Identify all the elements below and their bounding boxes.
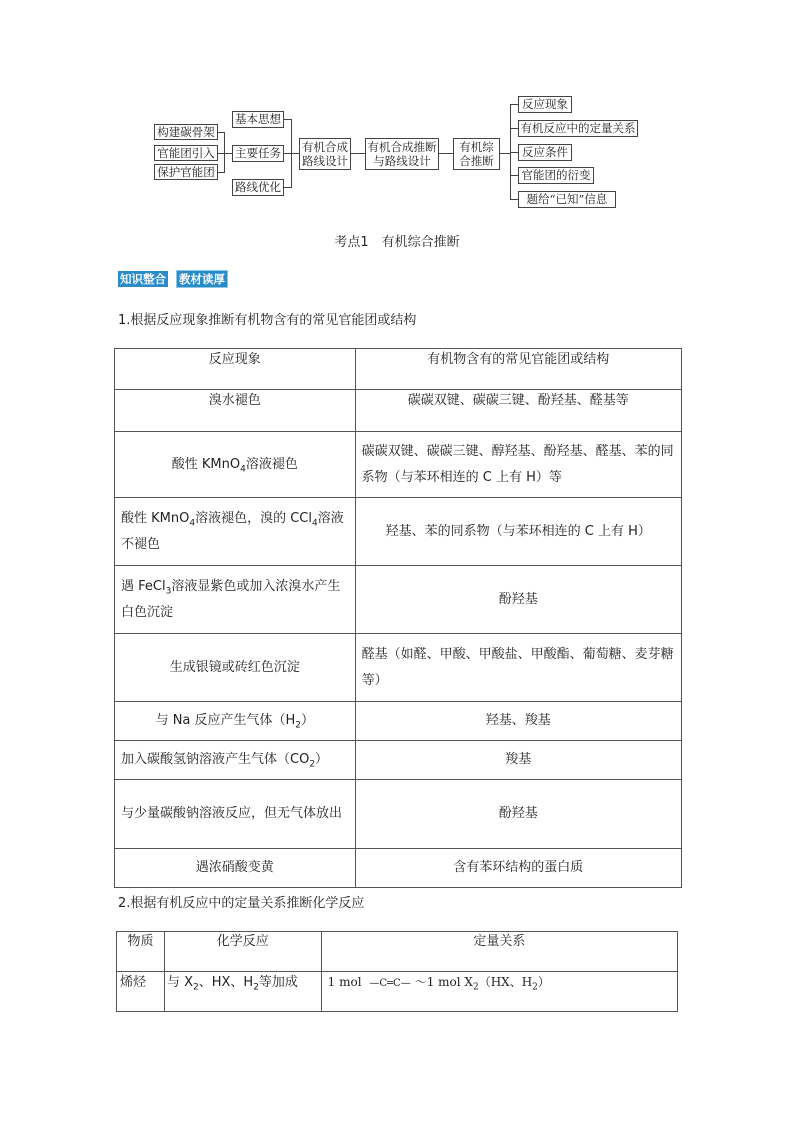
mm-mid-item: 路线优化 <box>232 179 284 196</box>
table-row <box>115 432 682 498</box>
connector <box>224 153 232 154</box>
table-row <box>115 741 682 780</box>
table-row <box>115 566 682 634</box>
group-cell: 羟基、羧基 <box>355 702 681 741</box>
section-title: 考点1 有机综合推断 <box>334 235 460 250</box>
group-cell: 酚羟基 <box>355 566 681 634</box>
phenomena-table <box>114 348 682 888</box>
mm-right-item: 反应现象 <box>518 96 572 113</box>
table-row <box>117 972 678 1012</box>
connector <box>351 153 365 154</box>
double-bond-structure: —C═C— <box>369 978 411 989</box>
quantity-cell: 1 mol —C═C— ～1 mol $X_2(HX$、$H_2$） <box>321 972 677 1012</box>
quantitative-table <box>116 931 678 1012</box>
phenomenon-cell: 生成银镜或砖红色沉淀 <box>115 634 356 702</box>
connector <box>510 128 518 129</box>
group-cell: 碳碳双键、碳碳三键、醇羟基、酚羟基、醛基、苯的同系物（与苯环相连的 C 上有 H）等 <box>355 432 681 498</box>
header-cell: 物质 <box>117 932 165 972</box>
mm-left-item: 构建碳骨架 <box>154 124 218 140</box>
connector <box>510 175 518 176</box>
phenomenon-cell: 遇 FeCl$_3$溶液显紫色或加入浓溴水产生白色沉淀 <box>115 566 356 634</box>
phenomenon-cell: 加入碳酸氢钠溶液产生气体$(CO_2)$ <box>115 741 356 780</box>
group-cell: 羟基、苯的同系物（与苯环相连的 C 上有 H） <box>355 498 681 566</box>
mm-left-item: 保护官能团 <box>154 164 218 180</box>
mm-right-item: 官能团的衍变 <box>518 167 594 184</box>
group-cell: 酚羟基 <box>355 780 681 849</box>
reaction-cell: 与 $X_2$、HX、$H_2$等加成 <box>164 972 321 1012</box>
phenomenon-cell: 与 Na 反应产生气体$(H_2)$ <box>115 702 356 741</box>
mm-right-item: 反应条件 <box>518 144 572 161</box>
group-cell: 醛基（如醛、甲酸、甲酸盐、甲酸酯、葡萄糖、麦芽糖等） <box>355 634 681 702</box>
header-cell: 有机物含有的常见官能团或结构 <box>355 349 681 390</box>
phenomenon-cell: 酸性 KMnO$_4$溶液褪色，溴的 CCl$_4$溶液不褪色 <box>115 498 356 566</box>
group-cell: 含有苯环结构的蛋白质 <box>355 849 681 888</box>
mm-left-item: 官能团引入 <box>154 145 218 161</box>
substance-cell: 烯烃 <box>117 972 165 1012</box>
connector <box>284 187 291 188</box>
connector <box>439 153 453 154</box>
header-cell: 定量关系 <box>321 932 677 972</box>
textbook-tag: 教材读厚 <box>176 270 228 288</box>
mm-mid-item: 主要任务 <box>232 145 284 162</box>
mm-inference: 有机合成推断与路线设计 <box>365 138 439 170</box>
table-row <box>115 390 682 432</box>
group-cell: 碳碳双键、碳碳三键、酚羟基、醛基等 <box>355 390 681 432</box>
table-row <box>115 780 682 849</box>
heading-1: 1.根据反应现象推断有机物含有的常见官能团或结构 <box>118 313 417 328</box>
connector <box>510 199 518 200</box>
mm-comprehensive: 有机综合推断 <box>453 138 500 170</box>
mm-right-item: 题给“已知”信息 <box>518 191 616 208</box>
connector <box>510 104 518 105</box>
connector <box>291 119 292 188</box>
phenomenon-cell: 与少量碳酸钠溶液反应，但无气体放出 <box>115 780 356 849</box>
connector <box>284 119 291 120</box>
phenomenon-cell: 酸性 KMnO$_4$溶液褪色 <box>115 432 356 498</box>
knowledge-tag: 知识整合 <box>120 272 166 286</box>
table-row <box>115 702 682 741</box>
mm-right-item: 有机反应中的定量关系 <box>518 120 638 137</box>
table-row <box>115 498 682 566</box>
table-header-row <box>117 932 678 972</box>
header-cell: 化学反应 <box>164 932 321 972</box>
group-cell: 羧基 <box>355 741 681 780</box>
heading-2: 2.根据有机反应中的定量关系推断化学反应 <box>118 896 365 911</box>
phenomenon-cell: 溴水褪色 <box>115 390 356 432</box>
table-header-row <box>115 349 682 390</box>
connector <box>510 152 518 153</box>
connector <box>500 153 510 154</box>
table-row <box>115 634 682 702</box>
table-row <box>115 849 682 888</box>
mm-mid-item: 基本思想 <box>232 111 284 128</box>
header-cell: 反应现象 <box>115 349 356 390</box>
mm-synthesis: 有机合成路线设计 <box>299 138 351 170</box>
phenomenon-cell: 遇浓硝酸变黄 <box>115 849 356 888</box>
